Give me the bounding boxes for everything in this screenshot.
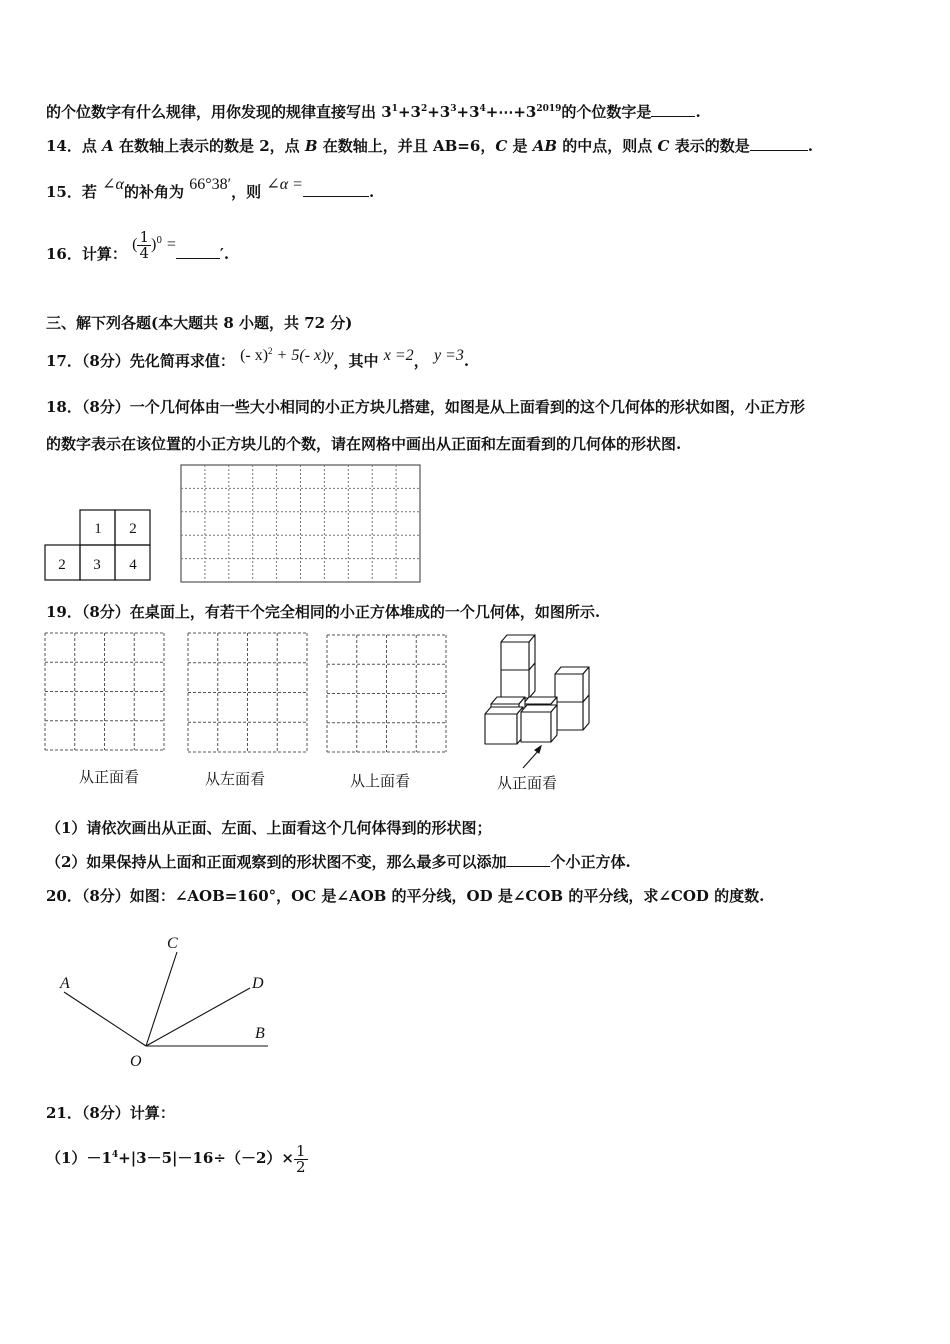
- point-label-O: O: [130, 1053, 142, 1070]
- exponent: 1: [391, 104, 398, 114]
- q13-term: +⋯+3: [485, 103, 537, 121]
- q15-line: [46, 176, 375, 203]
- y-value: y =3: [433, 347, 464, 364]
- q19-sub2: [46, 852, 631, 872]
- q20-text: （8分）如图：∠AOB=160°，OC 是∠AOB 的平分线，OD 是∠COB 的平分线，求∠COD 的度数.: [81, 887, 765, 905]
- q19-sub1: （1）请依次画出从正面、左面、上面看这个几何体得到的形状图；: [46, 819, 492, 837]
- top-view-grid[interactable]: [326, 634, 448, 754]
- answer-blank[interactable]: [750, 136, 808, 151]
- sub-label: （1）: [46, 1149, 87, 1167]
- cube: [555, 667, 589, 702]
- equals: =: [166, 236, 176, 253]
- q19-text: （8分）在桌面上，有若干个完全相同的小正方体堆成的一个几何体，如图所示.: [81, 603, 601, 621]
- exponent: 2: [420, 104, 428, 114]
- cube: [485, 707, 523, 744]
- period: .: [807, 137, 813, 155]
- expr-part: + 5(- x)y: [272, 347, 334, 364]
- front-view-caption: 从正面看: [79, 768, 140, 786]
- question-number: 14．: [46, 137, 82, 155]
- cube-stack-figure: [483, 632, 595, 772]
- question-number: 16．: [46, 245, 82, 263]
- exponent: 4: [111, 1150, 119, 1160]
- answer-blank[interactable]: [176, 244, 220, 259]
- q19-line: [46, 602, 600, 622]
- point-label-D: D: [252, 975, 264, 992]
- q13-term: +3: [427, 103, 451, 121]
- q18-line1: [46, 397, 805, 417]
- exponent: 3: [450, 104, 457, 114]
- q16-text: 计算：: [81, 245, 127, 263]
- paren: (: [132, 236, 138, 253]
- exponent: 2: [268, 346, 273, 356]
- exponent: 2019: [536, 104, 562, 114]
- paren: ): [151, 236, 157, 253]
- answer-blank[interactable]: [303, 182, 369, 197]
- q16-line: [46, 227, 230, 276]
- left-view-caption: 从左面看: [205, 770, 266, 788]
- q21-sub1: [46, 1138, 308, 1178]
- q19-text: （2）如果保持从上面和正面观察到的形状图不变，那么最多可以添加: [46, 853, 507, 871]
- period: .: [463, 352, 470, 370]
- q17-text: ，其中: [333, 352, 379, 370]
- q14-var: AB: [532, 137, 558, 155]
- question-number: 19．: [46, 603, 82, 621]
- ray-OD: [146, 988, 250, 1046]
- top-view-caption: 从上面看: [350, 772, 411, 790]
- frac-denominator: 2: [295, 1157, 306, 1176]
- cube: [521, 705, 557, 742]
- expr-part: (- x): [240, 347, 269, 364]
- q13-term: +3: [397, 103, 421, 121]
- q18-text: （8分）一个几何体由一些大小相同的小正方块儿搭建，如图是从上面看到的这个几何体的形状如图，小正方形: [81, 398, 805, 416]
- q13-text: 的个位数字有什么规律，用你发现的规律直接写出 3: [46, 103, 392, 121]
- frac-denominator: 4: [139, 243, 149, 262]
- cell-count: 3: [93, 557, 101, 573]
- left-view-grid[interactable]: [187, 632, 309, 754]
- q14-var: A: [102, 137, 114, 155]
- angle-alpha-eq: ∠α =: [266, 176, 303, 193]
- fraction: [137, 227, 151, 262]
- frac-numerator: 1: [139, 227, 149, 246]
- point-label-C: C: [167, 935, 178, 952]
- section-title: 三、解下列各题(本大题共 8 小题，共 72 分): [46, 314, 353, 332]
- cell-count: 1: [94, 521, 102, 537]
- angle-value: 66°38′: [189, 176, 232, 193]
- angle-diagram: [52, 930, 282, 1075]
- question-number: 20．: [46, 887, 82, 905]
- exponent: 0: [156, 236, 163, 246]
- q16-expression: [132, 222, 176, 267]
- point-label-B: B: [255, 1025, 265, 1042]
- period: ′.: [219, 245, 230, 263]
- point-label-A: A: [60, 975, 70, 992]
- q14-line: [46, 136, 813, 156]
- q14-var: C: [657, 137, 670, 155]
- cell-count: 4: [129, 557, 137, 573]
- q17-expression: [240, 347, 333, 364]
- front-direction-caption: 从正面看: [497, 774, 558, 792]
- q20-line: [46, 886, 764, 906]
- question-number: 15．: [46, 183, 82, 201]
- q19-text: 个小正方体.: [550, 853, 631, 871]
- comma: ，: [413, 352, 429, 370]
- q18-line2: 的数字表示在该位置的小正方块儿的个数，请在网格中画出从正面和左面看到的几何体的形状图.: [46, 435, 682, 453]
- fraction: [294, 1141, 308, 1176]
- expr-part: －1: [86, 1149, 112, 1167]
- question-number: 17．: [46, 352, 82, 370]
- q14-text: 在数轴上表示的数是 2，点: [113, 137, 305, 155]
- ray-OA: [64, 992, 146, 1046]
- q18-top-view-figure: [44, 508, 154, 584]
- question-number: 18．: [46, 398, 82, 416]
- angle-alpha: ∠α: [102, 176, 124, 193]
- q13-text: 的个位数字是: [561, 103, 652, 121]
- frac-numerator: 1: [295, 1141, 306, 1160]
- front-view-grid[interactable]: [44, 632, 166, 752]
- q13-tail-line: [46, 102, 701, 122]
- x-value: x =2: [383, 347, 414, 364]
- expr-part: +|3－5|－16÷（－2）×: [118, 1149, 294, 1167]
- exponent: 4: [479, 104, 486, 114]
- q21-text: （8分）计算：: [81, 1104, 175, 1122]
- period: .: [695, 103, 701, 121]
- q17-text: （8分）先化简再求值：: [81, 352, 235, 370]
- cell-count: 2: [129, 521, 137, 537]
- answer-blank[interactable]: [651, 102, 695, 117]
- q14-var: C: [495, 137, 508, 155]
- q18-drawing-grid[interactable]: [180, 464, 422, 584]
- q21-line: [46, 1103, 175, 1123]
- q14-text: 表示的数是: [669, 137, 750, 155]
- q15-text: 若: [81, 183, 97, 201]
- q15-text: ，则: [231, 183, 262, 201]
- period: .: [368, 183, 375, 201]
- q15-text: 的补角为: [123, 183, 184, 201]
- q14-var: B: [304, 137, 318, 155]
- q14-text: 在数轴上，并且 AB=6，: [317, 137, 496, 155]
- q17-line: [46, 346, 470, 372]
- q14-text: 点: [81, 137, 103, 155]
- question-number: 21．: [46, 1104, 82, 1122]
- q14-text: 是: [507, 137, 533, 155]
- q14-text: 的中点，则点: [557, 137, 658, 155]
- answer-blank[interactable]: [506, 852, 550, 867]
- q13-term: +3: [456, 103, 480, 121]
- cube: [501, 635, 535, 670]
- viewing-arrow: [523, 746, 541, 768]
- cell-count: 2: [58, 557, 66, 573]
